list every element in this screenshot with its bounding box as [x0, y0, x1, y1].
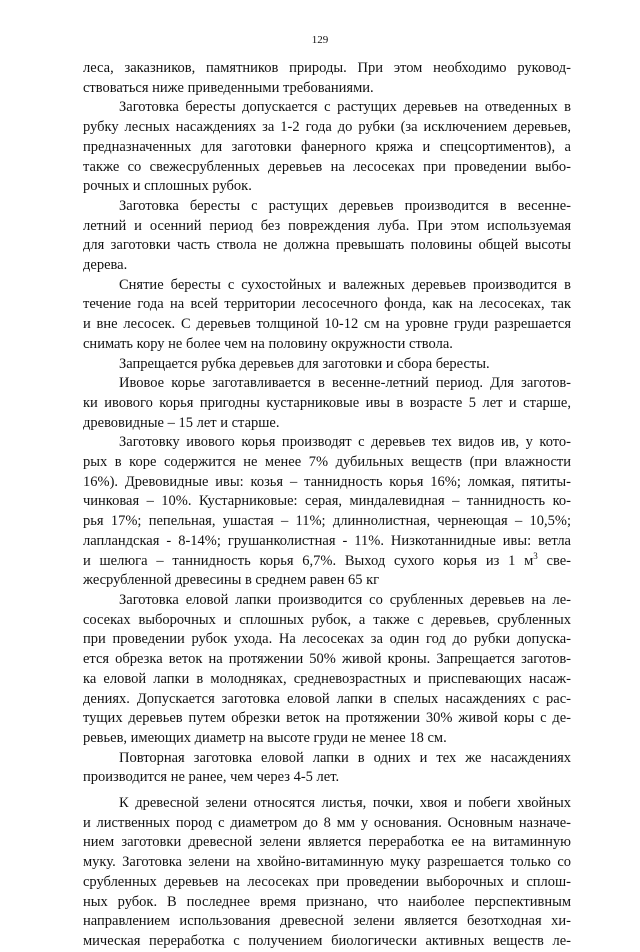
- page-number: 129: [311, 34, 329, 46]
- text-line: сосеках выборочных и сплошных рубок, а также с деревьев, срубленных: [83, 611, 571, 628]
- paragraph-first-line: Заготовка бересты с растущих деревьев производится в весенне-: [119, 197, 571, 214]
- text-line: жесрубленной древесины в среднем равен 65 кг: [83, 572, 380, 589]
- text-line: ки ивового корья пригодны кустарниковые ивы в возрасте 5 лет и старше,: [83, 394, 571, 411]
- text-line: ных рубок. В последнее время признано, что наиболее перспективным: [83, 893, 571, 910]
- paragraph-first-line: Запрещается рубка деревьев для заготовки и сбора бересты.: [119, 355, 490, 372]
- text-line: производится не ранее, чем через 4-5 лет.: [83, 769, 340, 786]
- text-line: рья 17%; пепельная, ушастая – 11%; длиннолистная, чернеющая – 10,5%;: [83, 513, 571, 530]
- text-line: 16%). Древовидные ивы: козья – таннидность корья 16%; ломкая, пятиты-: [83, 473, 571, 490]
- paragraph-first-line: Заготовку ивового корья производят с деревьев тех видов ив, у кото-: [119, 434, 571, 451]
- text-line: дениях. Допускается заготовка еловой лапки в спелых насаждениях с рас-: [83, 690, 571, 707]
- text-line: при проведении рубок ухода. На лесосеках за один год до рубки допуска-: [83, 631, 571, 648]
- text-line: течение года на всей территории лесосечного фонда, как на лесосеках, так: [83, 296, 571, 313]
- text-line: и лиственных пород с диаметром до 8 мм у основания. Основным назначе-: [83, 814, 571, 831]
- text-line: дерева.: [83, 257, 128, 274]
- text-line: летний и осенний период без повреждения луба. При этом используемая: [83, 217, 571, 234]
- text-line: для заготовки часть ствола не должна превышать половины общей высоты: [83, 237, 571, 254]
- text-segment: све-: [537, 552, 571, 569]
- text-line: рых в коре содержится не менее 7% дубильных веществ (при влажности: [83, 454, 571, 471]
- text-line: мическая переработка с получением биологически активных веществ ле-: [83, 932, 571, 949]
- text-line: срубленных деревьев на лесосеках при проведении выборочных и сплош-: [83, 873, 571, 890]
- text-line: ствоваться ниже приведенными требованиями.: [83, 79, 374, 96]
- text-line: муку. Заготовка зелени на хвойно-витаминную муку разрешается только со: [83, 854, 571, 871]
- paragraph-first-line: Заготовка бересты допускается с растущих деревьев на отведенных в: [119, 99, 571, 116]
- text-line: нием заготовки древесной зелени является переработка ее на витаминную: [83, 834, 571, 851]
- text-line-with-superscript: [83, 552, 571, 572]
- text-line: лапландская - 8-14%; грушанколистная - 11%. Низкотаннидные ивы: ветла: [83, 532, 571, 549]
- text-line: леса, заказников, памятников природы. При этом необходимо руковод-: [83, 60, 571, 76]
- text-line: тущих деревьев путем обрезки веток на протяжении 30% живой коры с де-: [83, 710, 571, 727]
- text-line: ревьев, имеющих диаметр на высоте груди не менее 18 см.: [83, 729, 447, 746]
- text-line: рочных и сплошных рубок.: [83, 178, 252, 195]
- text-line: предназначенных для заготовки фанерного кряжа и спецсортиментов), а: [83, 138, 571, 155]
- text-line: и вне лесосек. С деревьев толщиной 10-12 см на уровне груди разрешается: [83, 316, 571, 333]
- paragraph-first-line: Заготовка еловой лапки производится со срубленных деревьев на ле-: [119, 591, 571, 608]
- text-line: древовидные – 15 лет и старше.: [83, 414, 280, 431]
- text-line: направлением использования древесной зелени является безотходная хи-: [83, 913, 571, 930]
- paragraph-first-line: Ивовое корье заготавливается в весенне-летний период. Для заготов-: [119, 375, 571, 392]
- text-line: рубку лесных насаждениях за 1-2 года до рубки (за исключением деревьев,: [83, 119, 571, 136]
- body-text: [83, 59, 571, 952]
- text-line: также со свежесрубленных деревьев на лесосеках при проведении выбо-: [83, 158, 571, 175]
- paragraph-first-line: Повторная заготовка еловой лапки в одних и тех же насаждениях: [119, 749, 571, 766]
- paragraph-first-line: Снятие бересты с сухостойных и валежных деревьев производится в: [119, 276, 571, 293]
- text-line: ка еловой лапки в молодняках, средневозрастных и приспевающих насаж-: [83, 670, 571, 687]
- text-line: снимать кору не более чем на половину окружности ствола.: [83, 335, 453, 352]
- paragraph-first-line: К древесной зелени относятся листья, почки, хвоя и побеги хвойных: [119, 795, 571, 812]
- text-segment: и шелюга – таннидность корья 6,7%. Выход сухого корья из 1 м: [83, 552, 534, 569]
- text-line: чинковая – 10%. Кустарниковые: серая, миндалевидная – таннидность ко-: [83, 493, 571, 510]
- text-line: ется обрезка веток на протяжении 50% живой кроны. Запрещается заготов-: [83, 651, 571, 668]
- superscript-exponent: 3: [533, 550, 538, 561]
